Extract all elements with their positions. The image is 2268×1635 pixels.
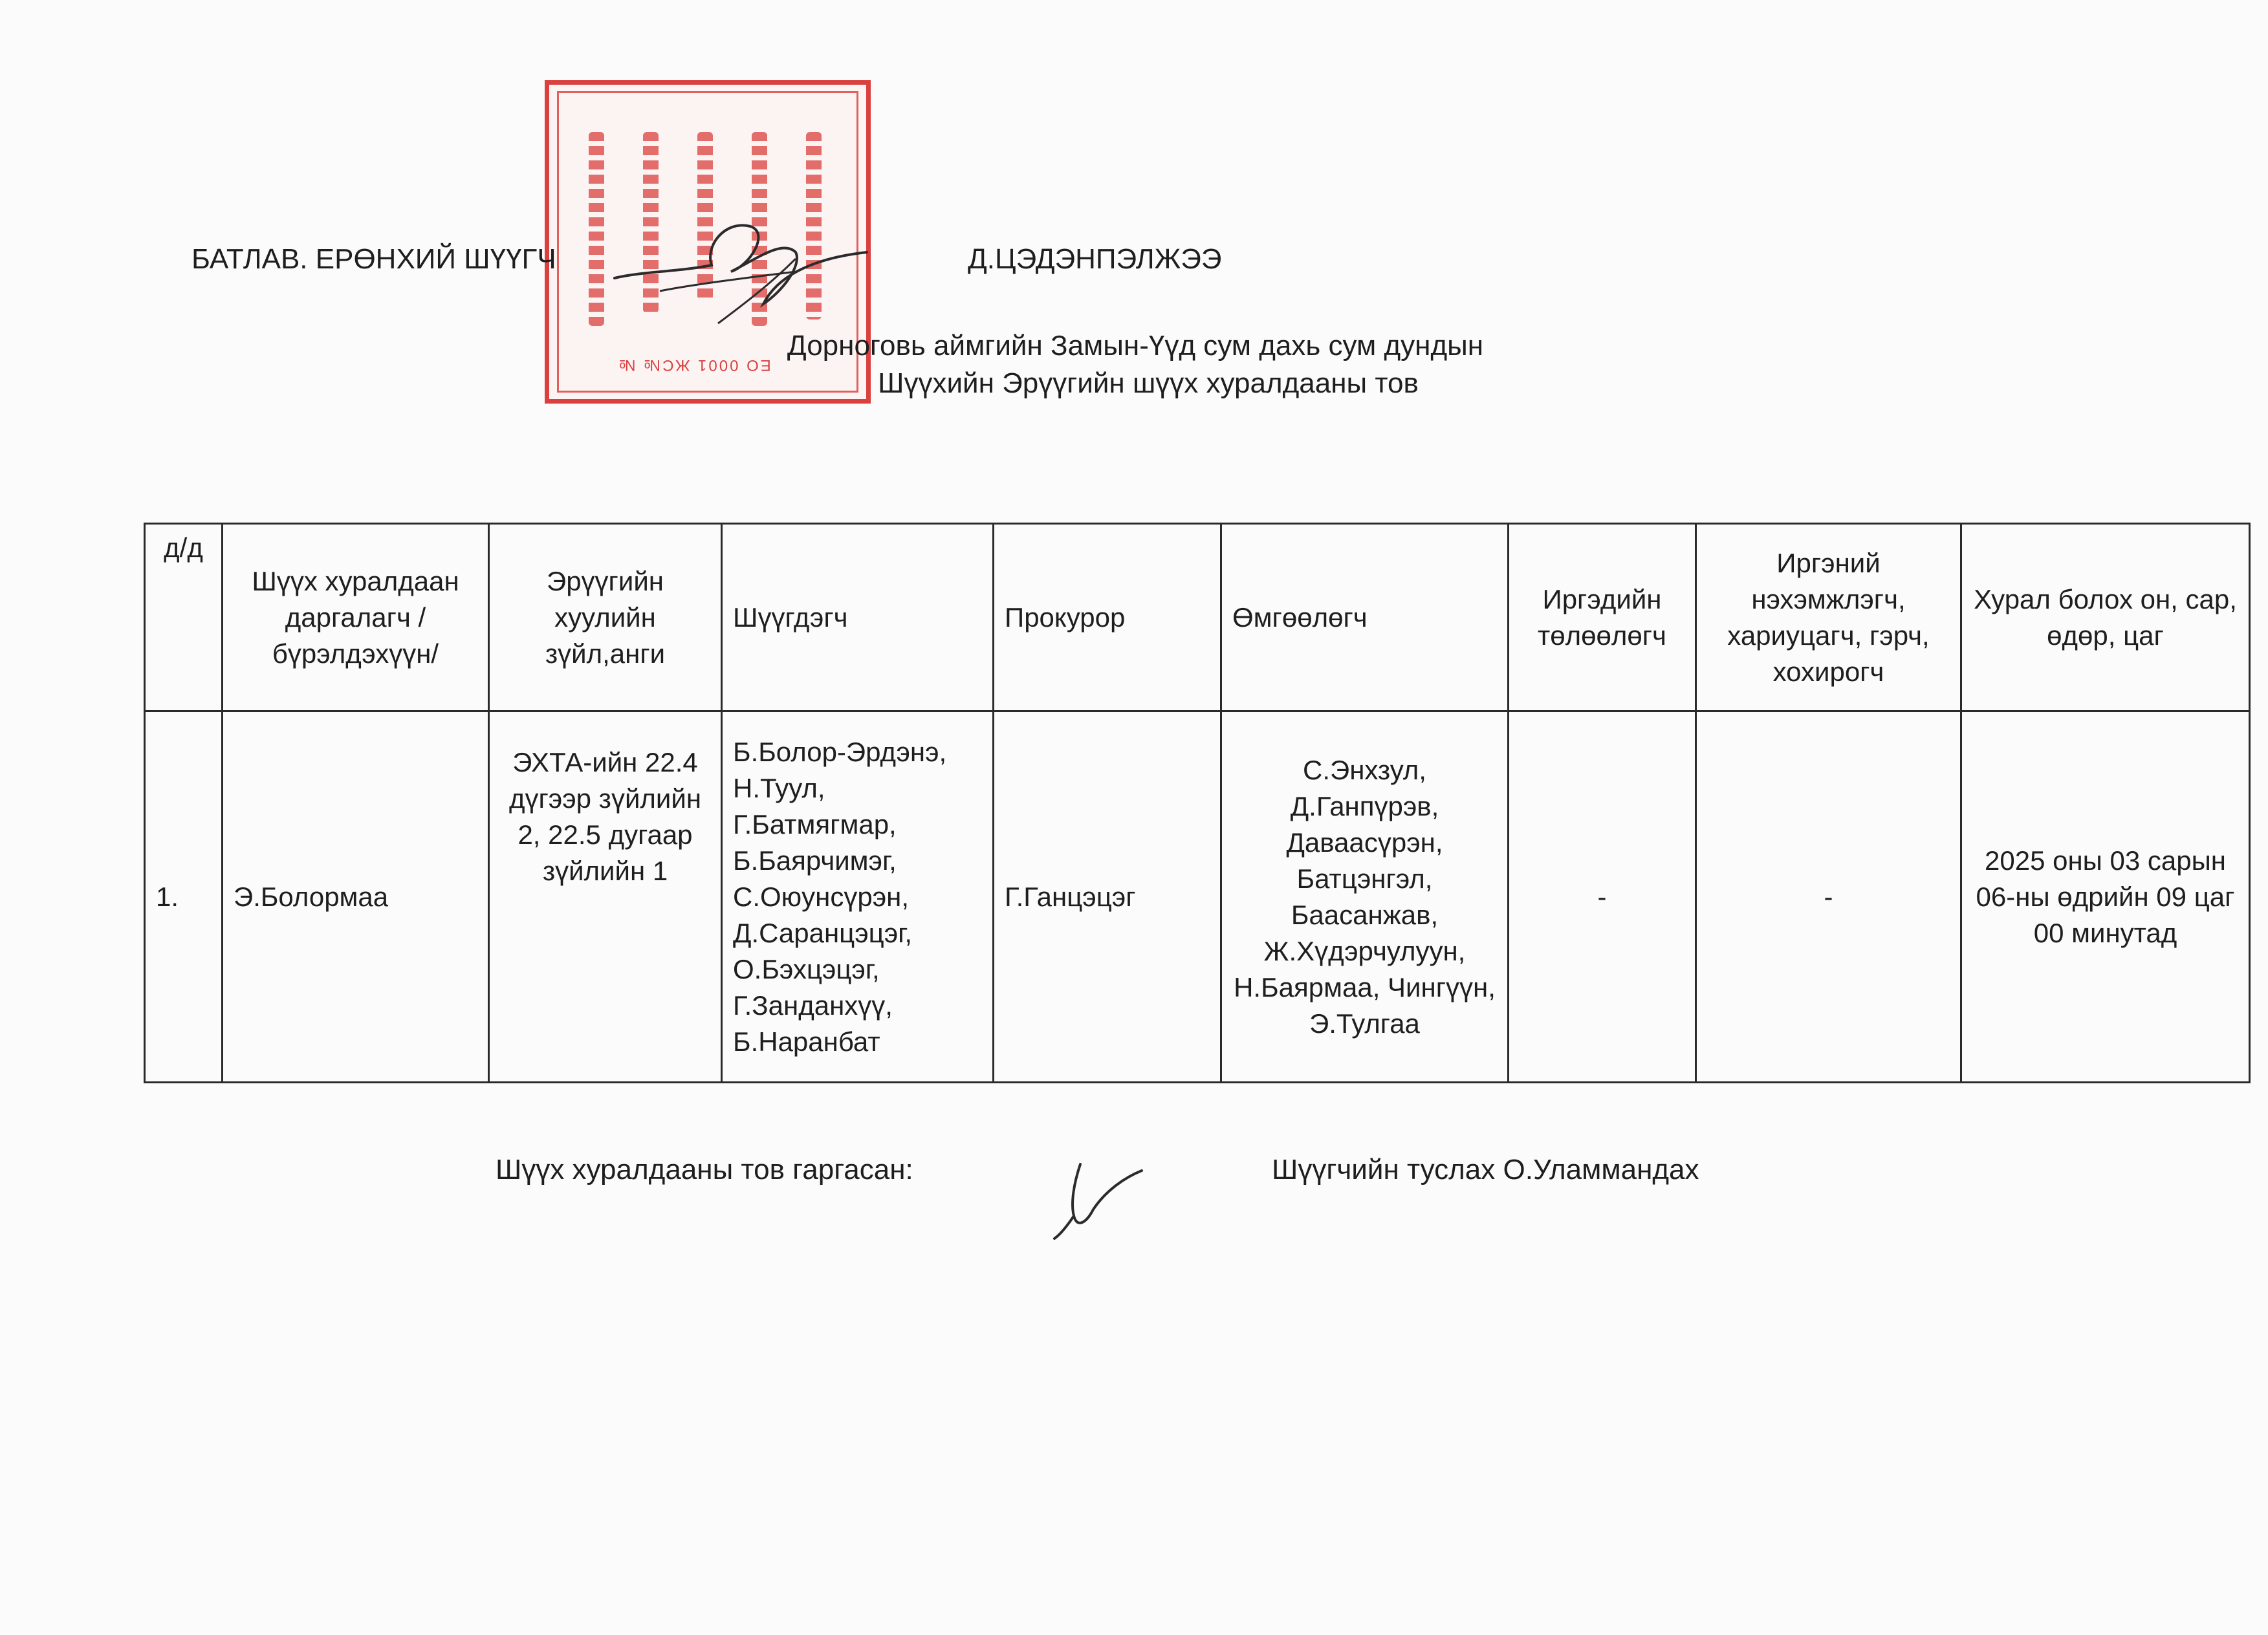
court-assistant: Шүүгчийн туслах О.Уламмандах — [1272, 1154, 1699, 1186]
prosecutor: Г.Ганцэцэг — [994, 711, 1221, 1083]
defense-lawyers: С.Энхзул, Д.Ганпүрэв, Даваасүрэн, Батцэнгэл, Баасанжав, Ж.Хүдэрчулуун, Н.Баярмаа, Чингүүн, Э.Тулгаа — [1221, 711, 1509, 1083]
civil-parties: - — [1696, 711, 1961, 1083]
column-header: Хурал болох он, сар, өдөр, цаг — [1961, 524, 2250, 711]
assistant-signature — [1035, 1151, 1145, 1242]
column-header: Эрүүгийн хуулийн зүйл,анги — [489, 524, 722, 711]
column-header: Иргэний нэхэмжлэгч, хариуцагч, гэрч, хохирогч — [1696, 524, 1961, 711]
presiding-judge: Э.Болормаа — [223, 711, 489, 1083]
column-header: Прокурор — [994, 524, 1221, 711]
chief-judge-signature — [602, 194, 873, 336]
row-number: 1. — [145, 711, 223, 1083]
stamp-number: ЕО 0001 ЖС№ № — [617, 356, 771, 374]
hearing-datetime: 2025 оны 03 сарын 06-ны өдрийн 09 цаг 00 минутад — [1961, 711, 2250, 1083]
table-header-row — [145, 524, 2250, 711]
approval-label: БАТЛАВ. ЕРӨНХИЙ ШҮҮГЧ — [191, 243, 556, 275]
column-header: д/д — [145, 524, 223, 711]
hearing-schedule-table — [144, 523, 2251, 1083]
schedule-issued-label: Шүүх хуралдааны тов гаргасан: — [496, 1154, 913, 1186]
column-header: Шүүгдэгч — [722, 524, 994, 711]
chief-judge-name: Д.ЦЭДЭНПЭЛЖЭЭ — [968, 243, 1222, 275]
column-header: Иргэдийн төлөөлөгч — [1509, 524, 1696, 711]
citizen-representative: - — [1509, 711, 1696, 1083]
table-row — [145, 711, 2250, 1083]
column-header: Шүүх хуралдаан даргалагч /бүрэлдэхүүн/ — [223, 524, 489, 711]
document-title-line2: Шүүхийн Эрүүгийн шүүх хуралдааны тов — [878, 367, 1419, 399]
criminal-law-article: ЭХТА-ийн 22.4 дүгээр зүйлийн 2, 22.5 дугаар зүйлийн 1 — [489, 711, 722, 1083]
document-title-line1: Дорноговь аймгийн Замын-Үүд сум дахь сум дундын — [787, 330, 1484, 362]
column-header: Өмгөөлөгч — [1221, 524, 1509, 711]
defendants: Б.Болор-Эрдэнэ, Н.Туул, Г.Батмягмар, Б.Баярчимэг, С.Оюунсүрэн, Д.Саранцэцэг, О.Бэхцэцэг, Г.Занданхүү, Б.Наранбат — [722, 711, 994, 1083]
